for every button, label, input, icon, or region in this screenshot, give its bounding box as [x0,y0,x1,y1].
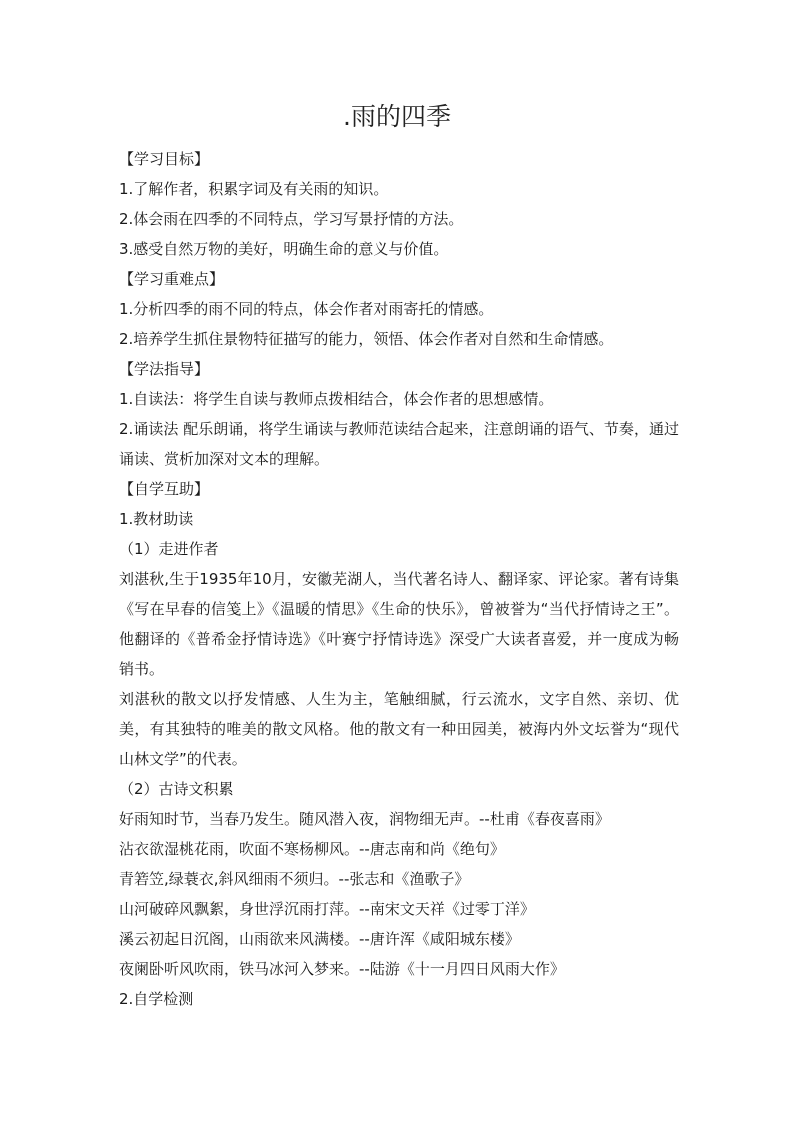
key-point-item: 1.分析四季的雨不同的特点，体会作者对雨寄托的情感。 [119,300,494,318]
poem-line: 沾衣欲湿桃花雨，吹面不寒杨柳风。--唐志南和尚《绝句》 [119,840,505,858]
goal-item: 1.了解作者，积累字词及有关雨的知识。 [119,180,389,198]
author-paragraph: 刘湛秋的散文以抒发情感、人生为主，笔触细腻，行云流水，文字自然、亲切、优美，有其独特的唯美的散文风格。他的散文有一种田园美，被海内外文坛誉为“现代山林文学”的代表。 [119,690,679,768]
poem-line: 山河破碎风飘絮，身世浮沉雨打萍。--南宋文天祥《过零丁洋》 [119,900,535,918]
page-title: .雨的四季 [343,102,451,131]
section-heading-self-study: 【自学互助】 [119,480,210,498]
goal-item: 2.体会雨在四季的不同特点，学习写景抒情的方法。 [119,210,464,228]
subsection-heading: （1）走进作者 [119,540,219,558]
poem-line: 好雨知时节，当春乃发生。随风潜入夜，润物细无声。--杜甫《春夜喜雨》 [119,810,610,828]
poem-line: 溪云初起日沉阁，山雨欲来风满楼。--唐许浑《咸阳城东楼》 [119,930,520,948]
section-heading-methods: 【学法指导】 [119,360,210,378]
section-heading-goals: 【学习目标】 [119,150,210,168]
method-item: 1.自读法：将学生自读与教师点拨相结合，体会作者的思想感情。 [119,390,554,408]
subsection-heading: （2）古诗文积累 [119,780,234,798]
document-body [119,144,679,1014]
method-item: 2.诵读法 配乐朗诵，将学生诵读与教师范读结合起来，注意朗诵的语气、节奏，通过诵读、赏析加深对文本的理解。 [119,420,679,468]
subsection-heading: 1.教材助读 [119,510,194,528]
poem-line: 夜阑卧听风吹雨，铁马冰河入梦来。--陆游《十一月四日风雨大作》 [119,960,565,978]
poem-line: 青箬笠,绿蓑衣,斜风细雨不须归。--张志和《渔歌子》 [119,870,470,888]
subsection-heading: 2.自学检测 [119,990,194,1008]
goal-item: 3.感受自然万物的美好，明确生命的意义与价值。 [119,240,449,258]
author-paragraph: 刘湛秋,生于1935年10月，安徽芜湖人，当代著名诗人、翻译家、评论家。著有诗集《写在早春的信笺上》《温暖的情思》《生命的快乐》，曾被誉为“当代抒情诗之王”。他翻译的《普希金抒情诗选》《叶赛宁抒情诗选》深受广大读者喜爱，并一度成为畅销书。 [119,570,679,678]
key-point-item: 2.培养学生抓住景物特征描写的能力，领悟、体会作者对自然和生命情感。 [119,330,614,348]
section-heading-key-points: 【学习重难点】 [119,270,225,288]
